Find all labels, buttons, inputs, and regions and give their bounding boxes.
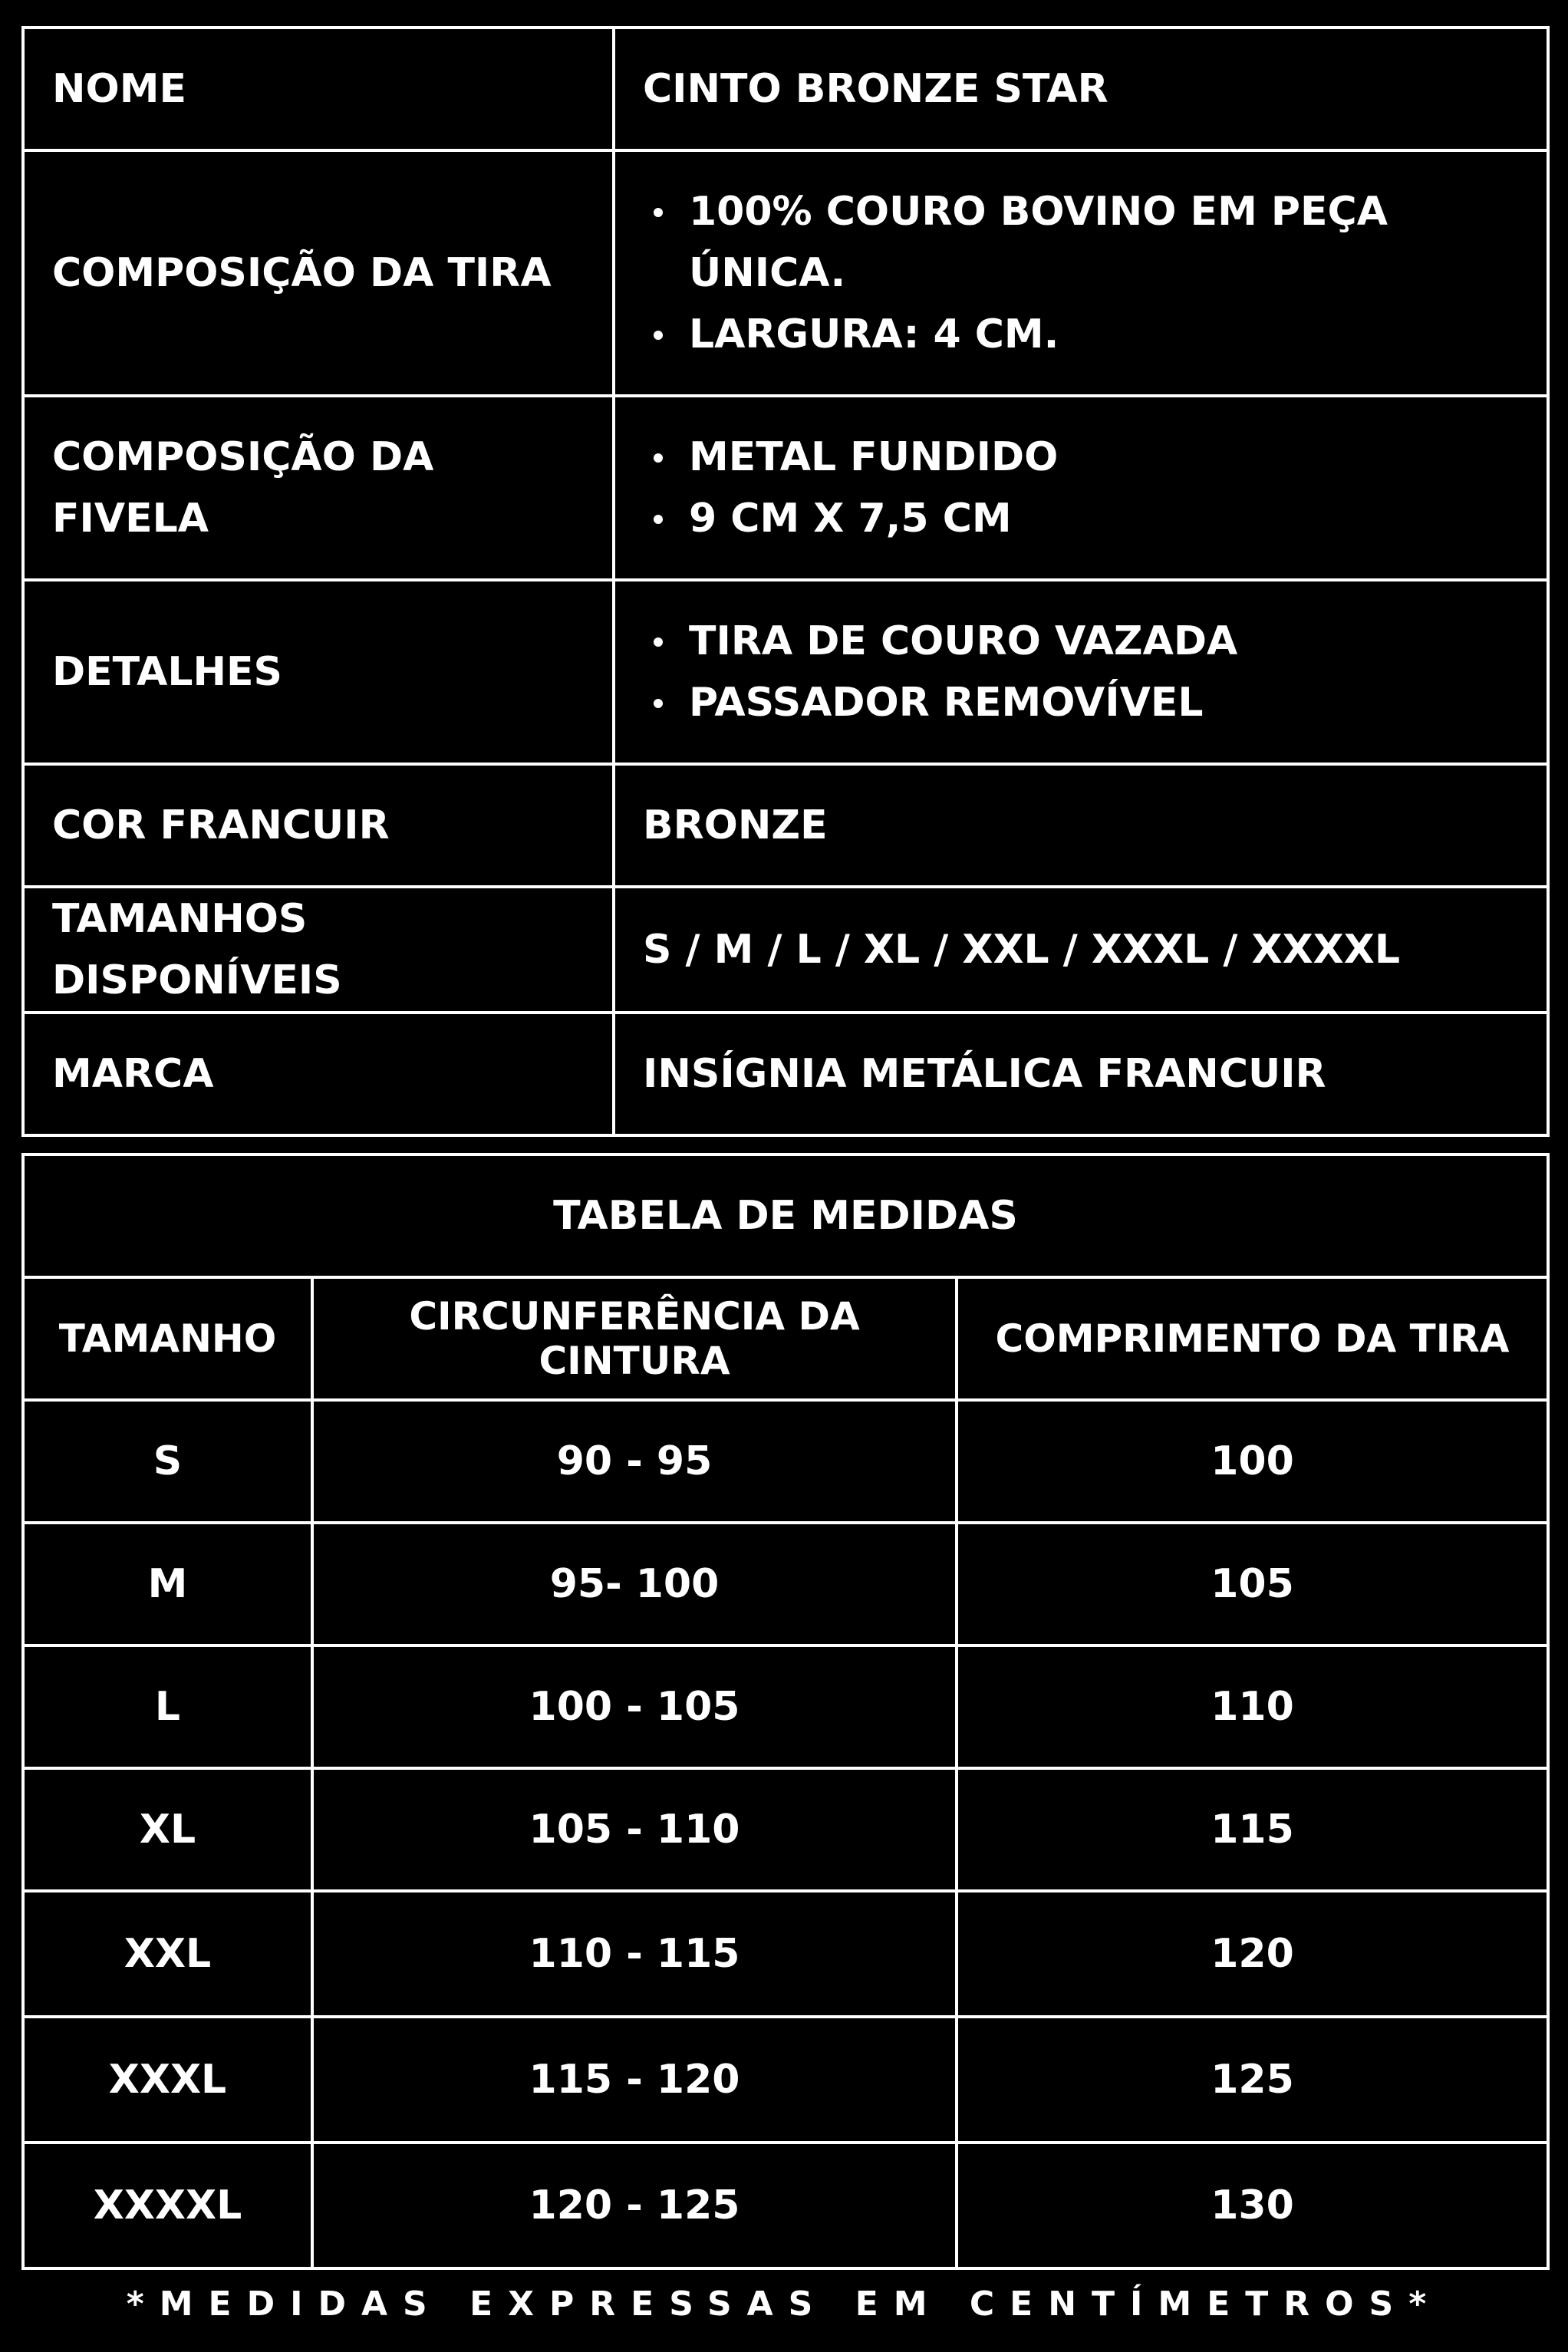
spec-label: COR FRANCUIR <box>23 764 614 887</box>
column-header-tamanho: TAMANHO <box>23 1277 312 1400</box>
waist-cell: 120 - 125 <box>312 2143 957 2268</box>
spec-label: DETALHES <box>23 580 614 764</box>
table-row <box>23 1891 1548 2017</box>
size-cell: S <box>23 1400 312 1523</box>
length-cell: 120 <box>957 1891 1548 2017</box>
column-header-comprimento: COMPRIMENTO DA TIRA <box>957 1277 1548 1400</box>
table-row <box>23 2017 1548 2143</box>
spec-row-marca <box>23 1013 1548 1135</box>
measurement-footnote: *MEDIDAS EXPRESSAS EM CENTÍMETROS* <box>126 2284 1442 2324</box>
spec-bullet-item: METAL FUNDIDO <box>643 427 1519 488</box>
length-cell: 105 <box>957 1523 1548 1645</box>
spec-row-composicao-tira <box>23 150 1548 396</box>
spec-value-list <box>614 396 1548 580</box>
length-cell: 100 <box>957 1400 1548 1523</box>
length-cell: 115 <box>957 1768 1548 1891</box>
table-row <box>23 1768 1548 1891</box>
spec-value: CINTO BRONZE STAR <box>614 28 1548 150</box>
waist-cell: 90 - 95 <box>312 1400 957 1523</box>
table-row <box>23 1523 1548 1645</box>
spec-label: NOME <box>23 28 614 150</box>
size-chart-table <box>21 1153 1550 2270</box>
spec-row-nome <box>23 28 1548 150</box>
spec-row-composicao-fivela <box>23 396 1548 580</box>
size-chart-header-row <box>23 1277 1548 1400</box>
table-row <box>23 1645 1548 1768</box>
waist-cell: 95- 100 <box>312 1523 957 1645</box>
spec-label: TAMANHOS DISPONÍVEIS <box>23 887 614 1013</box>
size-cell: XXXL <box>23 2017 312 2143</box>
waist-cell: 100 - 105 <box>312 1645 957 1768</box>
spec-bullet-item: LARGURA: 4 CM. <box>643 304 1519 365</box>
spec-label: MARCA <box>23 1013 614 1135</box>
size-cell: XL <box>23 1768 312 1891</box>
size-cell: M <box>23 1523 312 1645</box>
column-header-circunferencia: CIRCUNFERÊNCIA DA CINTURA <box>312 1277 957 1400</box>
table-row <box>23 2143 1548 2268</box>
spec-value-list <box>614 580 1548 764</box>
spec-value-list <box>614 150 1548 396</box>
spec-value: INSÍGNIA METÁLICA FRANCUIR <box>614 1013 1548 1135</box>
spec-row-tamanhos <box>23 887 1548 1013</box>
spec-row-cor <box>23 764 1548 887</box>
size-chart-title: TABELA DE MEDIDAS <box>23 1155 1548 1277</box>
spec-bullet-item: PASSADOR REMOVÍVEL <box>643 672 1519 733</box>
spec-bullet-item: 9 CM X 7,5 CM <box>643 488 1519 549</box>
spec-label: COMPOSIÇÃO DA FIVELA <box>23 396 614 580</box>
length-cell: 130 <box>957 2143 1548 2268</box>
table-row <box>23 1400 1548 1523</box>
size-cell: L <box>23 1645 312 1768</box>
waist-cell: 105 - 110 <box>312 1768 957 1891</box>
size-cell: XXL <box>23 1891 312 2017</box>
spec-bullet-item: 100% COURO BOVINO EM PEÇA ÚNICA. <box>643 181 1519 304</box>
spec-value: S / M / L / XL / XXL / XXXL / XXXXL <box>614 887 1548 1013</box>
length-cell: 110 <box>957 1645 1548 1768</box>
spec-bullet-item: TIRA DE COURO VAZADA <box>643 611 1519 672</box>
product-spec-table <box>21 26 1550 1137</box>
spec-label: COMPOSIÇÃO DA TIRA <box>23 150 614 396</box>
waist-cell: 115 - 120 <box>312 2017 957 2143</box>
waist-cell: 110 - 115 <box>312 1891 957 2017</box>
size-cell: XXXXL <box>23 2143 312 2268</box>
spec-value: BRONZE <box>614 764 1548 887</box>
length-cell: 125 <box>957 2017 1548 2143</box>
size-chart-title-row <box>23 1155 1548 1277</box>
spec-row-detalhes <box>23 580 1548 764</box>
